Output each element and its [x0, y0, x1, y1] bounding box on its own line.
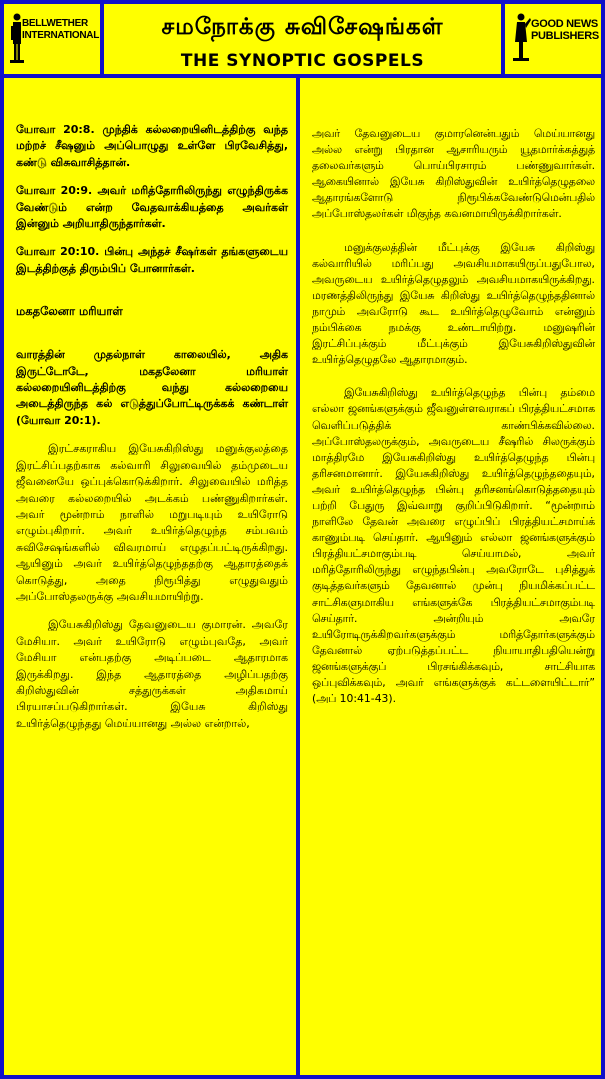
bellwether-logo — [4, 4, 104, 74]
verse-john-20-8: யோவா 20:8. முந்திக் கல்லறையினிடத்திற்கு வந்த மற்றச் சீஷனும் அப்பொழுது உள்ளே பிரவேசித்து, கண்டு விசுவாசித்தான். — [16, 123, 288, 169]
verse-john-20-10: யோவா 20:10. பின்பு அந்தச் சீஷர்கள் தங்களுடைய இடத்திற்குத் திரும்பிப் போனார்கள். — [16, 245, 288, 275]
header — [4, 4, 601, 78]
left-column — [4, 78, 300, 1075]
verse-john-20-1: வாரத்தின் முதல்நாள் காலையில், அதிக இருட்டோடே, மகதலேனா மரியாள் கல்லறையினிடத்திற்கு வந்து கல்லறையை அடைத்திருந்த கல் எடுத்துப்போட்டிருக்கக் கண்டாள் (யோவா 20:1). — [16, 348, 288, 427]
page-title-english: THE SYNOPTIC GOSPELS — [180, 51, 425, 71]
body-paragraph: இயேசுகிறிஸ்து தேவனுடைய குமாரன். அவரே மேசியா. அவர் உயிரோடு எழும்புவதே, அவர் மேசியா என்பதற்கு அடிப்படை ஆதாரமாக இருக்கிறது. இந்த ஆதாரத்தை அழிப்பதற்கு கிறிஸ்துவின் சத்துருக்கள் அதிகமாய் பிரயாசப்படுகிறார்கள். இயேசு கிறிஸ்து உயிர்த்தெழுந்தது மெய்யானது அல்ல என்றால், — [16, 618, 288, 730]
good-news-logo — [501, 4, 601, 74]
body-paragraph: அவர் தேவனுடைய குமாரனென்பதும் மெய்யானது அல்ல என்று பிரதான ஆசாரியரும் யூதமார்க்கத்துத் தலைவர்களும் பொய்பிரசாரம் பண்ணுவார்கள். ஆகையினால் இயேசு கிறிஸ்துவின் உயிர்த்தெழுதலை ஆதாரங்களோடு நிரூபிக்கவேண்டுமென்பதில் அப்போஸ்தலர்கள் மிகுந்த கவனமாயிருக்கிறார்கள். — [312, 127, 595, 221]
title-block — [108, 4, 497, 74]
verse-john-20-9: யோவா 20:9. அவர் மரித்தோரிலிருந்து எழுந்திருக்க வேண்டும் என்ற வேதவாக்கியத்தை அவர்கள் இன்னும் அறியாதிருந்தார்கள். — [16, 184, 288, 231]
body-paragraph: இரட்சகராகிய இயேசுகிறிஸ்து மனுக்குலத்தை இரட்சிப்பதற்காக கல்வாரி சிலுவையில் தம்முடைய ஜீவனையே ஒப்புக்கொடுக்கிறார். சிலுவையில் மரித்த அவரை கல்லறையில் அடக்கம் பண்ணுகிறார்கள். அவர் மூன்றாம் நாளில் மறுபடியும் உயிரோடு எழும்புகிறார். அவர் உயிர்த்தெழுந்த சம்பவம் சுவிசேஷங்களில் விவரமாய் எழுதப்பட்டிருக்கிறது. ஆயினும் அவர் உயிர்த்தெழுந்ததற்கு ஆதாரத்தைக் கொடுத்து, அதை நிரூபித்து எழுதுவதும் அப்போஸ்தலருக்கு அவசியமாயிற்று. — [16, 442, 288, 603]
body-paragraph: மனுக்குலத்தின் மீட்புக்கு இயேசு கிறிஸ்து கல்வாரியில் மரிப்பது அவசியமாகயிருப்பதுபோல, அவருடைய உயிர்த்தெழுதலும் அவசியமாகயிருக்கிறது. மரணத்திலிருந்து இயேசு கிறிஸ்து உயிர்த்தெழுந்ததினால் நாமும் அவரோடு கூட உயிர்த்தெழுவோம் என்னும் நம்பிக்கை நமக்கு உண்டாயிற்று. மனுஷரின் இரட்சிப்புக்கும் மீட்புக்கும் இயேசுகிறிஸ்துவின் உயிர்த்தெழுதலே ஆதாரமாகும். — [312, 240, 595, 367]
body-paragraph: இயேசுகிறிஸ்து உயிர்த்தெழுந்த பின்பு தம்மை எல்லா ஜனங்களுக்கும் ஜீவனுள்ளவராகப் பிரத்தியட்சமாக வெளிப்படுத்திக் காண்பிக்கவில்லை. அப்போஸ்தலருக்கும், அவருடைய சீஷரில் சிலருக்கும் மாத்திரமே இயேசுகிறிஸ்து உயிர்த்தெழுந்த பின்பு தரிசனமானார். இயேசுகிறிஸ்து உயிர்த்தெழுந்ததையும், அவர் உயிர்த்தெழுந்த பின்பு தரிசனங்கொடுத்ததையும் பற்றி பேதுரு இவ்வாறு குறிப்பிடுகிறார். “மூன்றாம் நாளிலே தேவன் அவரை எழுப்பிப் பிரத்தியட்சமாய்க் காணும்படி செய்தார். ஆயினும் எல்லா ஜனங்களுக்கும் பிரத்தியட்சமாகும்படி செய்யாமல், அவர் மரித்தோரிலிருந்து எழுந்தபின்பு அவரோடே புசித்துக் குடித்தவர்களும் தேவனால் முன்பு நியமிக்கப்பட்ட சாட்சிகளுமாகிய எங்களுக்கே பிரத்தியட்சமாகும்படி செய்தார். அன்றியும் அவரே உயிரோடிருக்கிறவர்களுக்கும் மரித்தோர்களுக்கும் தேவனால் ஏற்படுத்தப்பட்ட நியாயாதிபதியென்று ஜனங்களுக்குப் பிரசங்கிக்கவும், சாட்சியாக ஒப்புவிக்கவும், அவர் எங்களுக்குக் கட்டளையிட்டார்” (அப் 10:41-43). — [312, 386, 595, 706]
good-news-figure-icon — [511, 12, 531, 64]
page-title-tamil: சமநோக்கு சுவிசேஷங்கள் — [161, 14, 444, 40]
bellwether-logo-text: BELLWETHER INTERNATIONAL — [22, 18, 100, 41]
section-heading: மகதலேனா மரியாள் — [16, 304, 123, 319]
good-news-logo-text: GOOD NEWS PUBLISHERS — [531, 18, 599, 42]
right-column — [300, 78, 601, 1075]
